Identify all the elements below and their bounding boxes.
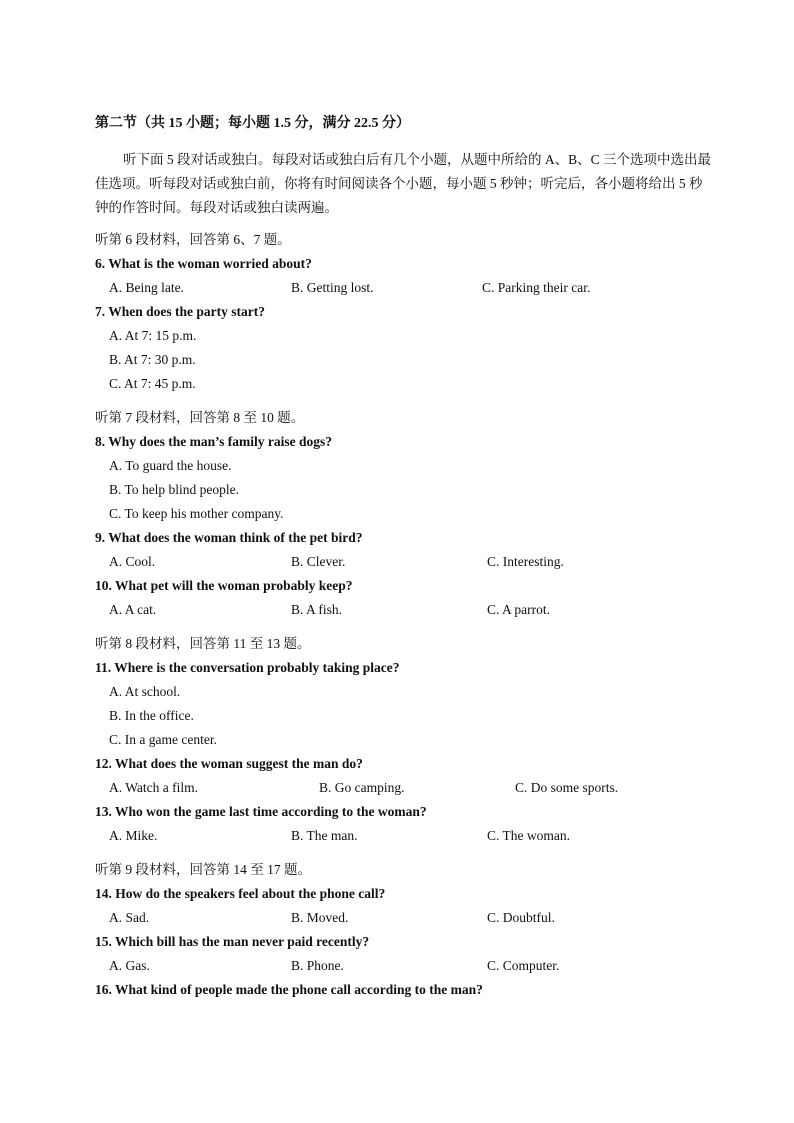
question-11: 11. Where is the conversation probably taking place? [95, 660, 400, 675]
option-c: C. Doubtful. [487, 910, 555, 925]
option-c: C. Parking their car. [482, 280, 591, 295]
material-heading: 听第 7 段材料，回答第 8 至 10 题。 [95, 410, 305, 425]
question-9: 9. What does the woman think of the pet bird? [95, 530, 363, 545]
option-c: C. Do some sports. [515, 780, 619, 795]
option-b: B. To help blind people. [109, 482, 240, 497]
option-b: B. Clever. [291, 554, 346, 569]
option-a: A. Sad. [109, 910, 150, 925]
option-b: B. At 7: 30 p.m. [109, 352, 196, 367]
option-a: A. Watch a film. [109, 780, 199, 795]
question-7: 7. When does the party start? [95, 304, 265, 319]
option-a: A. A cat. [109, 602, 157, 617]
options-row [95, 954, 715, 978]
option-c: C. The woman. [487, 828, 570, 843]
option-b: B. In the office. [109, 708, 194, 723]
option-b: B. The man. [291, 828, 358, 843]
option-b: B. A fish. [291, 602, 343, 617]
option-a: A. At school. [109, 684, 181, 699]
option-c: C. A parrot. [487, 602, 550, 617]
option-b: B. Moved. [291, 910, 349, 925]
options-row [95, 550, 715, 574]
question-16: 16. What kind of people made the phone call according to the man? [95, 982, 483, 997]
options-row [95, 276, 715, 300]
question-13: 13. Who won the game last time according to the woman? [95, 804, 427, 819]
exam-page [95, 114, 715, 1002]
material-heading: 听第 8 段材料，回答第 11 至 13 题。 [95, 636, 311, 651]
option-b: B. Getting lost. [291, 280, 374, 295]
options-row [95, 906, 715, 930]
option-c: C. To keep his mother company. [109, 506, 284, 521]
question-6: 6. What is the woman worried about? [95, 256, 312, 271]
option-c: C. Interesting. [487, 554, 564, 569]
question-12: 12. What does the woman suggest the man do? [95, 756, 363, 771]
option-b: B. Go camping. [319, 780, 405, 795]
option-a: A. Cool. [109, 554, 156, 569]
option-a: A. To guard the house. [109, 458, 232, 473]
option-c: C. Computer. [487, 958, 560, 973]
question-8: 8. Why does the man’s family raise dogs? [95, 434, 333, 449]
options-row [95, 824, 715, 848]
option-a: A. Gas. [109, 958, 150, 973]
option-a: A. At 7: 15 p.m. [109, 328, 197, 343]
question-14: 14. How do the speakers feel about the phone call? [95, 886, 386, 901]
option-c: C. In a game center. [109, 732, 217, 747]
options-row [95, 598, 715, 622]
option-a: A. Mike. [109, 828, 158, 843]
question-10: 10. What pet will the woman probably keep? [95, 578, 353, 593]
material-heading: 听第 6 段材料，回答第 6、7 题。 [95, 232, 291, 247]
material-heading: 听第 9 段材料，回答第 14 至 17 题。 [95, 862, 311, 877]
options-row [95, 776, 715, 800]
option-b: B. Phone. [291, 958, 344, 973]
section-title: 第二节（共 15 小题；每小题 1.5 分，满分 22.5 分） [95, 116, 410, 131]
option-c: C. At 7: 45 p.m. [109, 376, 196, 391]
section-instructions: 听下面 5 段对话或独白。每段对话或独白后有几个小题，从题中所给的 A、B、C 三个选项中选出最佳选项。听每段对话或独白前，你将有时间阅读各个小题，每小题 5 秒钟；听完后，各小题将给出 5 秒钟的作答时间。每段对话或独白读两遍。 [95, 152, 712, 215]
option-a: A. Being late. [109, 280, 184, 295]
question-15: 15. Which bill has the man never paid recently? [95, 934, 370, 949]
